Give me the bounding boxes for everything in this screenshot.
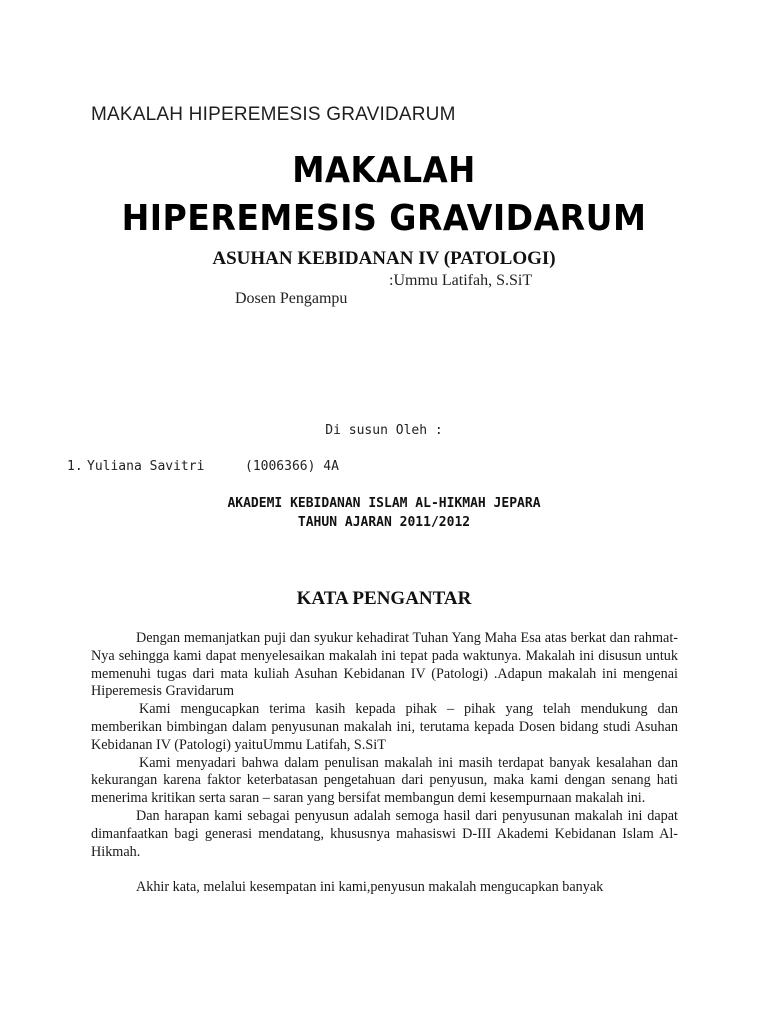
course-subtitle: ASUHAN KEBIDANAN IV (PATOLOGI)	[212, 248, 556, 269]
lecturer-line	[219, 272, 533, 344]
running-heading: MAKALAH HIPEREMESIS GRAVIDARUM	[91, 104, 456, 125]
author-id: (1006366) 4A	[245, 459, 339, 474]
author-number: 1.	[67, 459, 83, 474]
title-line-2: HIPEREMESIS GRAVIDARUM	[121, 198, 647, 239]
lecturer-label: Dosen Pengampu	[235, 290, 348, 307]
preface-title: KATA PENGANTAR	[296, 588, 472, 609]
preface-paragraph: Kami menyadari bahwa dalam penulisan makalah ini masih terdapat banyak kesalahan dan kekurangan karena faktor keterbatasan pengetahuan dari penyusun, maka kami dengan senang hati menerima kritikan serta saran – saran yang bersifat membangun demi kesempurnaan makalah ini.	[91, 754, 678, 807]
preface-paragraph: Dan harapan kami sebagai penyusun adalah semoga hasil dari penyusunan makalah ini dapat dimanfaatkan bagi generasi mendatang, khususnya mahasiswi D-III Akademi Kebidanan Islam Al-Hikmah.	[91, 807, 678, 860]
author-name: Yuliana Savitri	[87, 459, 205, 474]
preface-closing: Akhir kata, melalui kesempatan ini kami,penyusun makalah mengucapkan banyak	[136, 879, 604, 896]
preface-paragraph: Kami mengucapkan terima kasih kepada pihak – pihak yang telah mendukung dan memberikan bimbingan dalam penyusunan makalah ini, terutama kepada Dosen bidang studi Asuhan Kebidanan IV (Patologi) yaituUmmu Latifah, S.SiT	[91, 701, 678, 753]
title-line-1: MAKALAH	[292, 150, 476, 191]
author-row	[67, 459, 667, 479]
preface-body	[91, 630, 678, 897]
lecturer-value: :Ummu Latifah, S.SiT	[389, 272, 533, 289]
preface-paragraph: Dengan memanjatkan puji dan syukur kehadirat Tuhan Yang Maha Esa atas berkat dan rahmat-Nya sehingga kami dapat menyelesaikan makalah ini tepat pada waktunya. Makalah ini disusun untuk memenuhi tugas dari mata kuliah Asuhan Kebidanan IV (Patologi) .Adapun makalah ini mengenai Hiperemesis Gravidarum	[91, 630, 678, 700]
institution-name: AKADEMI KEBIDANAN ISLAM AL-HIKMAH JEPARA	[227, 496, 541, 511]
academic-year: TAHUN AJARAN 2011/2012	[297, 515, 471, 530]
arranged-by-label: Di susun Oleh :	[325, 423, 443, 438]
